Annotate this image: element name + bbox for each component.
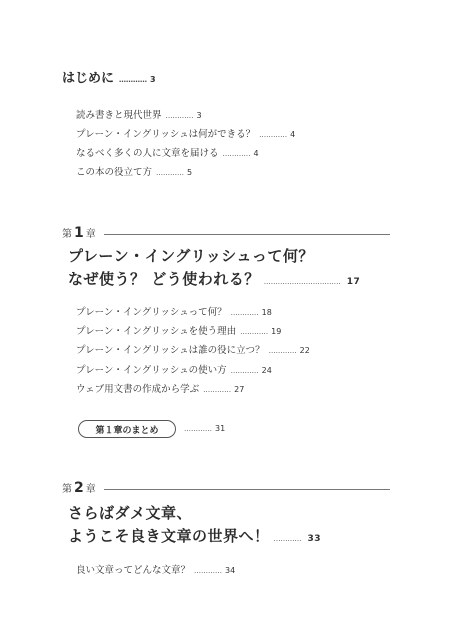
toc-entry[interactable] bbox=[76, 342, 310, 356]
chapter-2-title-line1[interactable]: さらばダメ文章、 bbox=[68, 504, 193, 522]
chapter-page-number: 33 bbox=[307, 534, 322, 544]
toc-entry[interactable] bbox=[76, 323, 281, 337]
intro-title: はじめに bbox=[62, 71, 115, 86]
dot-leader: …………………………… bbox=[263, 278, 341, 286]
chapter-suffix: 章 bbox=[85, 484, 96, 495]
chapter-1-title-line1[interactable]: プレーン・イングリッシュって何？ bbox=[68, 247, 314, 265]
toc-entry[interactable] bbox=[76, 126, 295, 140]
chapter-prefix: 第 bbox=[62, 484, 72, 495]
toc-entry[interactable] bbox=[76, 562, 235, 576]
toc-entry[interactable] bbox=[76, 107, 202, 121]
dot-leader: ………… bbox=[230, 367, 259, 375]
dot-leader: ………… bbox=[240, 328, 269, 336]
intro-page-number: 3 bbox=[150, 75, 156, 84]
summary-page-ref bbox=[184, 424, 225, 433]
toc-entry[interactable] bbox=[76, 145, 259, 159]
entry-label: プレーン・イングリッシュは誰の役に立つ？ bbox=[76, 345, 265, 356]
entry-label: 読み書きと現代世界 bbox=[76, 110, 162, 121]
chapter-divider bbox=[104, 489, 390, 490]
chapter-title-text: なぜ使う？ どう使われる？ bbox=[68, 270, 260, 288]
chapter-title-text: ようこそ良き文章の世界へ！ bbox=[68, 527, 270, 545]
entry-label: プレーン・イングリッシュを使う理由 bbox=[76, 326, 237, 337]
toc-entry[interactable] bbox=[76, 304, 272, 318]
entry-label: 良い文章ってどんな文章？ bbox=[76, 565, 191, 576]
dot-leader: ………… bbox=[230, 309, 259, 317]
dot-leader: ………… bbox=[156, 169, 185, 177]
chapter-suffix: 章 bbox=[85, 229, 96, 240]
chapter-prefix: 第 bbox=[62, 229, 72, 240]
entry-page: 27 bbox=[234, 385, 245, 394]
dot-leader: ………… bbox=[194, 567, 223, 575]
entry-label: プレーン・イングリッシュって何？ bbox=[76, 307, 227, 318]
entry-page: 4 bbox=[290, 130, 296, 139]
entry-label: プレーン・イングリッシュの使い方 bbox=[76, 365, 227, 376]
entry-page: 22 bbox=[299, 346, 310, 355]
summary-page: 31 bbox=[215, 424, 226, 433]
dot-leader: ………… bbox=[259, 131, 288, 139]
dot-leader: ………… bbox=[203, 386, 232, 394]
dot-leader: ………… bbox=[222, 150, 251, 158]
dot-leader: ………… bbox=[273, 535, 302, 543]
entry-label: なるべく多くの人に文章を届ける bbox=[76, 148, 219, 159]
intro-heading[interactable] bbox=[62, 67, 156, 86]
entry-page: 4 bbox=[253, 149, 259, 158]
chapter-2-label bbox=[62, 480, 96, 496]
chapter-1-label bbox=[62, 225, 96, 241]
toc-entry[interactable] bbox=[76, 164, 192, 178]
entry-page: 34 bbox=[225, 566, 236, 575]
toc-entry[interactable] bbox=[76, 362, 272, 376]
entry-page: 18 bbox=[261, 308, 272, 317]
entry-page: 24 bbox=[261, 366, 272, 375]
chapter-number: 2 bbox=[74, 480, 84, 496]
toc-entry[interactable] bbox=[76, 381, 244, 395]
dot-leader: ………… bbox=[165, 112, 194, 120]
entry-label: ウェブ用文書の作成から学ぶ bbox=[76, 384, 200, 395]
dot-leader: ………… bbox=[184, 425, 212, 433]
dot-leader: ………… bbox=[119, 76, 148, 84]
entry-label: この本の役立て方 bbox=[76, 167, 153, 178]
chapter-1-title-line2[interactable] bbox=[68, 268, 360, 289]
chapter-number: 1 bbox=[74, 225, 84, 241]
chapter-summary-badge[interactable]: 第１章のまとめ bbox=[78, 420, 176, 438]
chapter-page-number: 17 bbox=[346, 277, 361, 287]
chapter-divider bbox=[104, 234, 390, 235]
dot-leader: ………… bbox=[268, 347, 297, 355]
chapter-2-title-line2[interactable] bbox=[68, 525, 321, 546]
entry-page: 19 bbox=[271, 327, 282, 336]
entry-page: 3 bbox=[196, 111, 202, 120]
entry-page: 5 bbox=[187, 168, 193, 177]
entry-label: プレーン・イングリッシュは何ができる？ bbox=[76, 129, 256, 140]
